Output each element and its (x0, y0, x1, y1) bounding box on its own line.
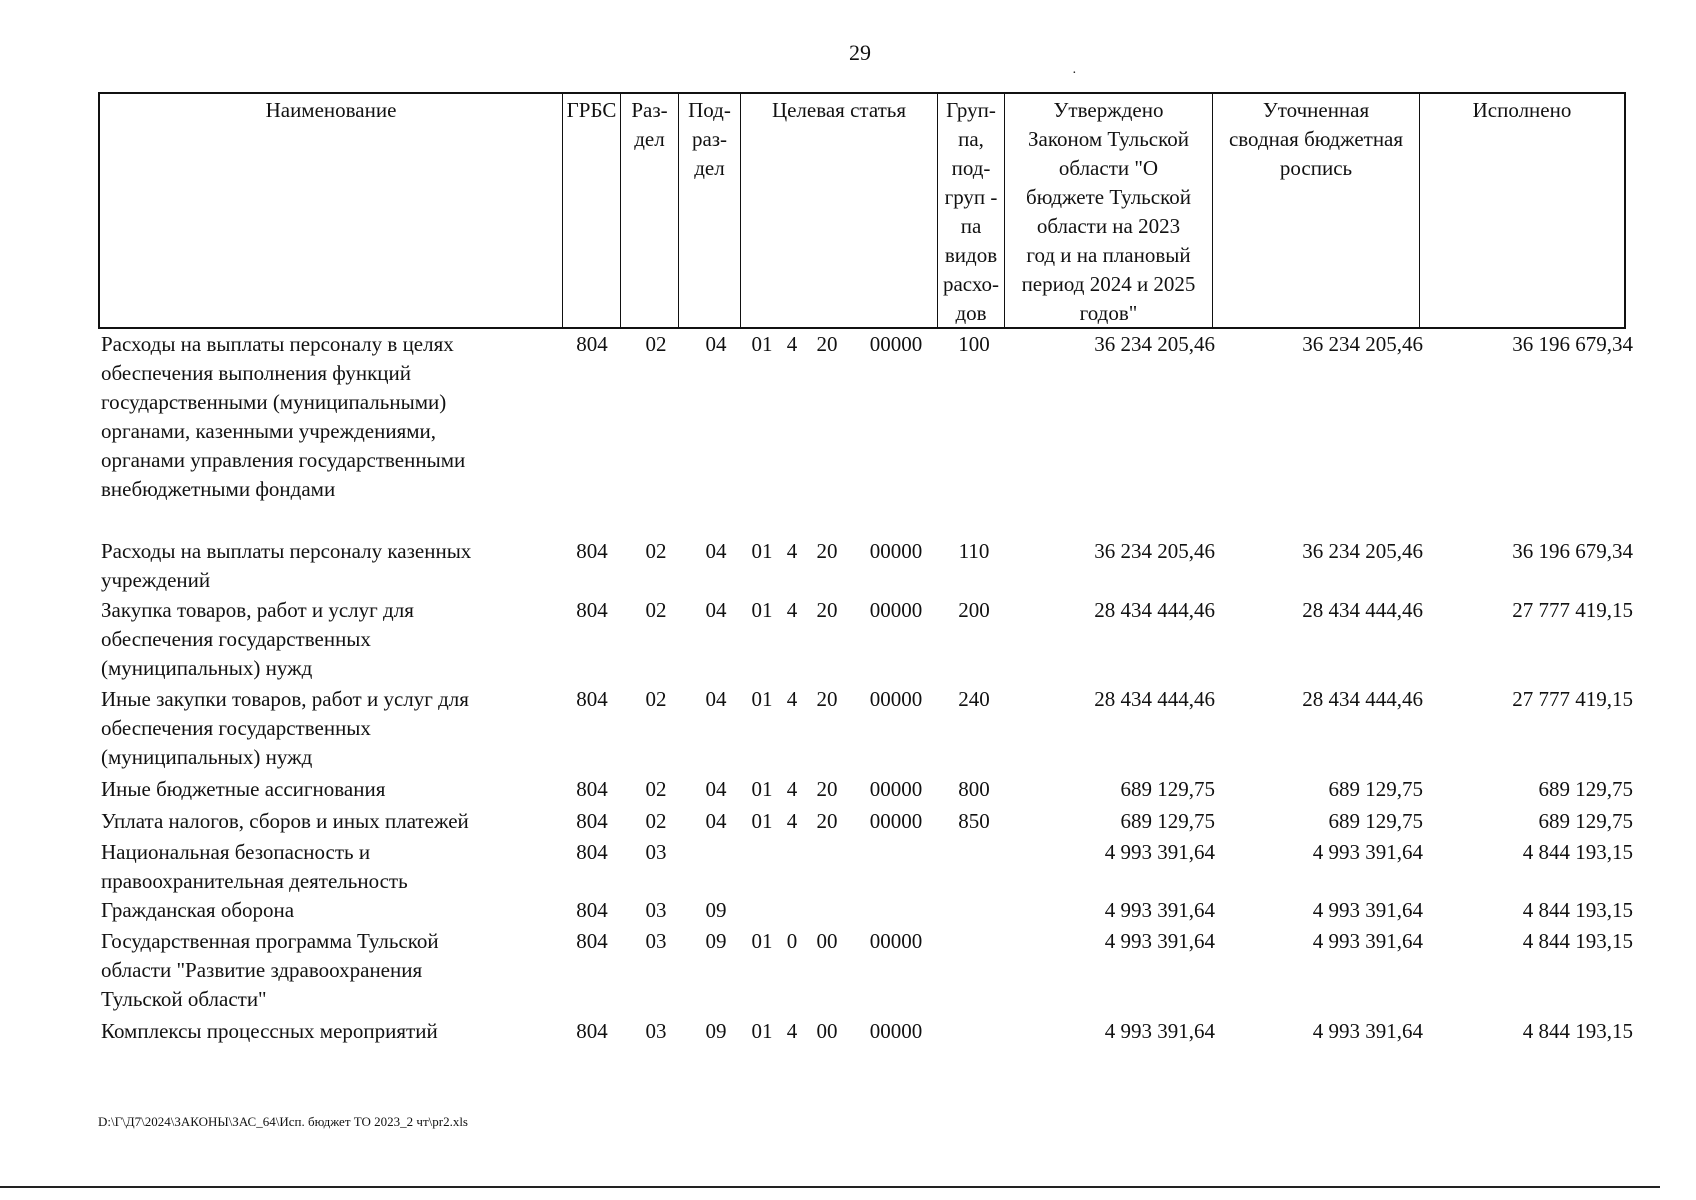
row-t2: 4 (786, 1019, 798, 1043)
row-grbs: 804 (576, 598, 608, 622)
row-approved: 4 993 391,64 (1104, 1019, 1215, 1043)
row-t2: 4 (786, 777, 798, 801)
header-approved: Утверждено Законом Тульской области "О бюджете Тульской области на 2023 год и на плановый период 2024 и 2025 годов" (1005, 94, 1213, 327)
row-approved: 36 234 205,46 (1094, 539, 1215, 563)
row-name: Комплексы процессных мероприятий (101, 1019, 438, 1043)
row-group: 110 (958, 539, 990, 563)
row-t1: 01 (751, 687, 773, 711)
row-t3: 20 (816, 598, 838, 622)
row-razdel: 02 (645, 687, 667, 711)
row-name: Уплата налогов, сборов и иных платежей (101, 809, 469, 833)
row-refined: 4 993 391,64 (1312, 1019, 1423, 1043)
row-name: Закупка товаров, работ и услуг для обеспечения государственных (муниципальных) нужд (101, 598, 414, 680)
row-t1: 01 (751, 929, 773, 953)
row-executed: 689 129,75 (1538, 777, 1633, 801)
row-razdel: 02 (645, 598, 667, 622)
row-t1: 01 (751, 809, 773, 833)
row-executed: 4 844 193,15 (1522, 1019, 1633, 1043)
row-t4: 00000 (869, 1019, 923, 1043)
row-grbs: 804 (576, 687, 608, 711)
header-podrazdel: Под- раз- дел (679, 94, 741, 327)
row-approved: 28 434 444,46 (1094, 598, 1215, 622)
row-t1: 01 (751, 1019, 773, 1043)
row-approved: 689 129,75 (1120, 777, 1215, 801)
row-name: Гражданская оборона (101, 898, 295, 922)
row-razdel: 03 (645, 898, 667, 922)
row-refined: 28 434 444,46 (1302, 598, 1423, 622)
row-podrazdel: 04 (705, 809, 727, 833)
row-razdel: 02 (645, 777, 667, 801)
row-group: 200 (958, 598, 990, 622)
row-razdel: 02 (645, 809, 667, 833)
row-razdel: 03 (645, 1019, 667, 1043)
row-t3: 20 (816, 687, 838, 711)
row-t2: 4 (786, 809, 798, 833)
row-name: Государственная программа Тульской области "Развитие здравоохранения Тульской области" (101, 929, 439, 1011)
row-t4: 00000 (869, 598, 923, 622)
row-t4: 00000 (869, 539, 923, 563)
row-razdel: 02 (645, 332, 667, 356)
row-razdel: 03 (645, 929, 667, 953)
row-t4: 00000 (869, 687, 923, 711)
row-executed: 27 777 419,15 (1512, 687, 1633, 711)
stray-dot: · (1072, 66, 1077, 81)
row-t3: 20 (816, 777, 838, 801)
bottom-divider (0, 1186, 1660, 1188)
table-header (98, 92, 1626, 329)
row-group: 240 (958, 687, 990, 711)
header-executed: Исполнено (1472, 98, 1572, 122)
header-target-article: Целевая статья (741, 94, 938, 327)
row-grbs: 804 (576, 539, 608, 563)
row-refined: 689 129,75 (1328, 809, 1423, 833)
row-name: Иные бюджетные ассигнования (101, 777, 386, 801)
row-executed: 4 844 193,15 (1522, 929, 1633, 953)
row-t2: 0 (786, 929, 798, 953)
row-grbs: 804 (576, 777, 608, 801)
row-approved: 689 129,75 (1120, 809, 1215, 833)
header-expense-group: Груп- па, под- груп - па видов расхо- дов (938, 94, 1005, 327)
row-grbs: 804 (576, 898, 608, 922)
row-refined: 36 234 205,46 (1302, 539, 1423, 563)
row-refined: 4 993 391,64 (1312, 840, 1423, 864)
row-podrazdel: 09 (705, 898, 727, 922)
row-refined: 4 993 391,64 (1312, 898, 1423, 922)
row-approved: 28 434 444,46 (1094, 687, 1215, 711)
row-t3: 00 (816, 929, 838, 953)
row-executed: 4 844 193,15 (1522, 840, 1633, 864)
row-executed: 4 844 193,15 (1522, 898, 1633, 922)
row-executed: 36 196 679,34 (1512, 332, 1633, 356)
row-grbs: 804 (576, 332, 608, 356)
header-refined: Уточненная сводная бюджетная роспись (1213, 94, 1420, 327)
row-podrazdel: 04 (705, 332, 727, 356)
row-grbs: 804 (576, 840, 608, 864)
row-podrazdel: 09 (705, 929, 727, 953)
row-grbs: 804 (576, 1019, 608, 1043)
row-name: Расходы на выплаты персоналу казенных учреждений (101, 539, 472, 592)
row-name: Иные закупки товаров, работ и услуг для обеспечения государственных (муниципальных) нужд (101, 687, 469, 769)
header-razdel: Раз- дел (621, 94, 679, 327)
row-razdel: 02 (645, 539, 667, 563)
row-group: 100 (958, 332, 990, 356)
row-group: 800 (958, 777, 990, 801)
row-executed: 36 196 679,34 (1512, 539, 1633, 563)
row-t1: 01 (751, 598, 773, 622)
row-t1: 01 (751, 777, 773, 801)
page-number: 29 (849, 40, 871, 65)
row-t4: 00000 (869, 332, 923, 356)
row-t1: 01 (751, 539, 773, 563)
row-grbs: 804 (576, 929, 608, 953)
row-refined: 689 129,75 (1328, 777, 1423, 801)
row-razdel: 03 (645, 840, 667, 864)
row-t4: 00000 (869, 929, 923, 953)
row-grbs: 804 (576, 809, 608, 833)
row-podrazdel: 04 (705, 687, 727, 711)
row-approved: 36 234 205,46 (1094, 332, 1215, 356)
row-refined: 36 234 205,46 (1302, 332, 1423, 356)
row-approved: 4 993 391,64 (1104, 840, 1215, 864)
row-t3: 20 (816, 539, 838, 563)
row-executed: 27 777 419,15 (1512, 598, 1633, 622)
row-refined: 4 993 391,64 (1312, 929, 1423, 953)
row-podrazdel: 09 (705, 1019, 727, 1043)
row-t1: 01 (751, 332, 773, 356)
row-podrazdel: 04 (705, 539, 727, 563)
row-t2: 4 (786, 539, 798, 563)
row-t4: 00000 (869, 809, 923, 833)
file-path: D:\Г\Д7\2024\ЗАКОНЫ\ЗАС_64\Исп. бюджет ТО 2023_2 чт\pr2.xls (98, 1114, 468, 1129)
row-group: 850 (958, 809, 990, 833)
row-t2: 4 (786, 332, 798, 356)
row-podrazdel: 04 (705, 777, 727, 801)
row-t3: 00 (816, 1019, 838, 1043)
row-approved: 4 993 391,64 (1104, 929, 1215, 953)
row-t2: 4 (786, 598, 798, 622)
row-name: Расходы на выплаты персоналу в целях обеспечения выполнения функций государственными (муниципальными) органами, казенными учреждениями, органами управления государственными внебюджетными фондами (101, 332, 466, 501)
row-t3: 20 (816, 809, 838, 833)
row-t4: 00000 (869, 777, 923, 801)
row-approved: 4 993 391,64 (1104, 898, 1215, 922)
row-refined: 28 434 444,46 (1302, 687, 1423, 711)
row-executed: 689 129,75 (1538, 809, 1633, 833)
row-name: Национальная безопасность и правоохранительная деятельность (101, 840, 408, 893)
row-t2: 4 (786, 687, 798, 711)
row-t3: 20 (816, 332, 838, 356)
row-podrazdel: 04 (705, 598, 727, 622)
header-grbs: ГРБС (563, 94, 621, 327)
header-name: Наименование (100, 94, 563, 327)
